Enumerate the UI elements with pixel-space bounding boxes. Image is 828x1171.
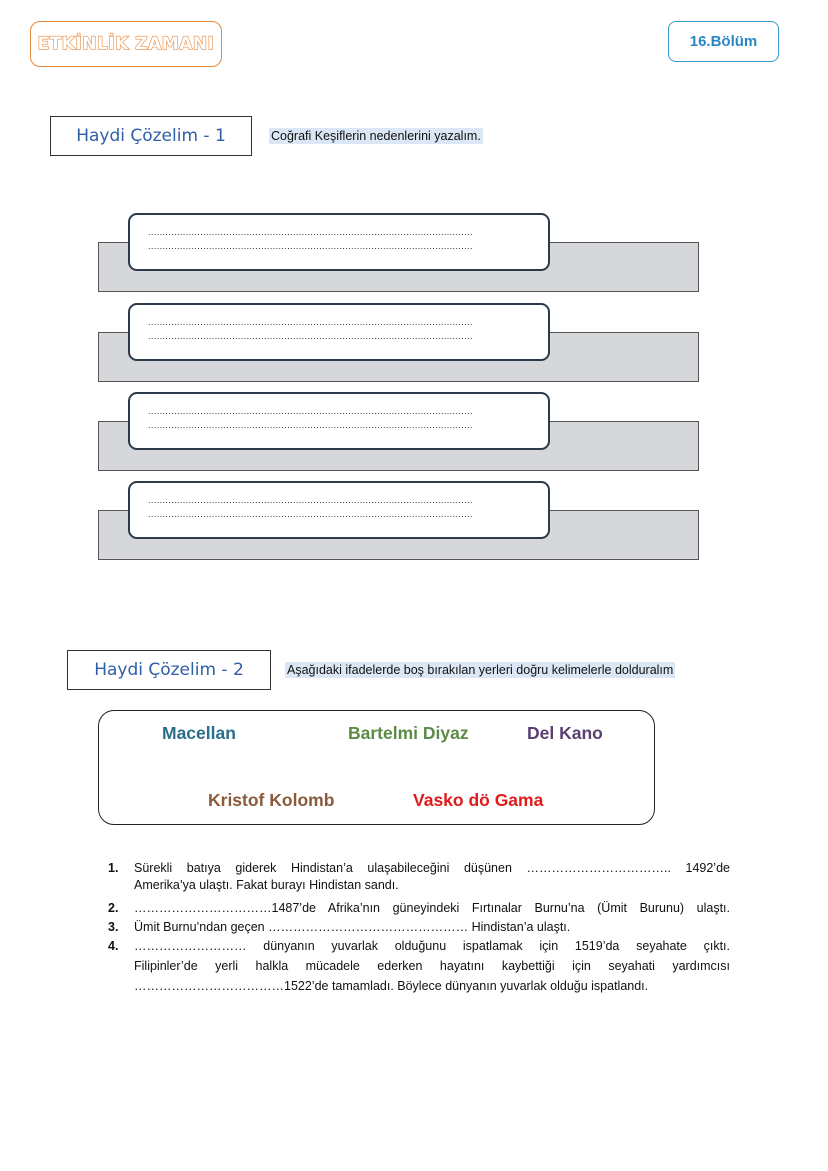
word-bank-item: Bartelmi Diyaz bbox=[348, 723, 469, 743]
question-4-number: 4. bbox=[108, 939, 119, 953]
reason-row-2-line-2[interactable]: ................................................................................................................ bbox=[148, 331, 473, 341]
word-bank-item: Del Kano bbox=[527, 723, 603, 743]
section2-title-box bbox=[67, 650, 271, 690]
question-1-line-1: Sürekli batıya giderek Hindistan’a ulaşabileceğini düşünen …………………………….. 1492’de bbox=[134, 861, 730, 875]
section1-instruction-wrap bbox=[269, 127, 483, 145]
section1-title: Haydi Çözelim - 1 bbox=[76, 126, 226, 146]
question-1-line-2: Amerika’ya ulaştı. Fakat burayı Hindistan sandı. bbox=[134, 878, 399, 892]
section1-instruction: Coğrafi Keşiflerin nedenlerini yazalım. bbox=[271, 129, 481, 143]
chapter-badge-label: 16.Bölüm bbox=[689, 33, 758, 50]
chapter-badge bbox=[668, 21, 779, 62]
activity-badge bbox=[30, 21, 222, 67]
question-1-number: 1. bbox=[108, 861, 119, 875]
question-2-line-1: ……………………………1487’de Afrika’nın güneyindeki Fırtınalar Burnu’na (Ümit Burunu) ulaştı. bbox=[134, 901, 730, 915]
reason-row-2-line-1[interactable]: ................................................................................................................ bbox=[148, 317, 473, 327]
section2-instruction-wrap bbox=[285, 661, 675, 679]
activity-badge-label: ETKİNLİK ZAMANI bbox=[37, 34, 215, 54]
reason-row-4-line-2[interactable]: ................................................................................................................ bbox=[148, 509, 473, 519]
reason-row-2-card[interactable] bbox=[128, 303, 550, 361]
reason-row-1-line-1[interactable]: ................................................................................................................ bbox=[148, 227, 473, 237]
word-bank-item: Vasko dö Gama bbox=[413, 790, 544, 810]
section2-title: Haydi Çözelim - 2 bbox=[94, 660, 244, 680]
reason-row-1-card[interactable] bbox=[128, 213, 550, 271]
question-4-line-3: ………………………………1522’de tamamladı. Böylece dünyanın yuvarlak olduğu ispatlandı. bbox=[134, 979, 649, 993]
word-bank-item: Kristof Kolomb bbox=[208, 790, 335, 810]
reason-row-3-line-2[interactable]: ................................................................................................................ bbox=[148, 420, 473, 430]
reason-row-1-line-2[interactable]: ................................................................................................................ bbox=[148, 241, 473, 251]
section1-title-box bbox=[50, 116, 252, 156]
reason-row-4-line-1[interactable]: ................................................................................................................ bbox=[148, 495, 473, 505]
question-3-line-1: Ümit Burnu’ndan geçen ………………………………………… Hindistan’a ulaştı. bbox=[134, 920, 571, 934]
word-bank-item: Macellan bbox=[162, 723, 236, 743]
section2-instruction: Aşağıdaki ifadelerde boş bırakılan yerleri doğru kelimelerle dolduralım bbox=[287, 663, 674, 677]
question-4-line-1: ……………………… dünyanın yuvarlak olduğunu ispatlamak için 1519’da seyahate çıktı. bbox=[134, 939, 730, 953]
reason-row-3-card[interactable] bbox=[128, 392, 550, 450]
reason-row-3-line-1[interactable]: ................................................................................................................ bbox=[148, 406, 473, 416]
question-4-line-2: Filipinler’de yerli halkla mücadele ederken hayatını kaybettiği için seyahati yardımcısı bbox=[134, 959, 730, 973]
question-3-number: 3. bbox=[108, 920, 119, 934]
question-2-number: 2. bbox=[108, 901, 119, 915]
reason-row-4-card[interactable] bbox=[128, 481, 550, 539]
